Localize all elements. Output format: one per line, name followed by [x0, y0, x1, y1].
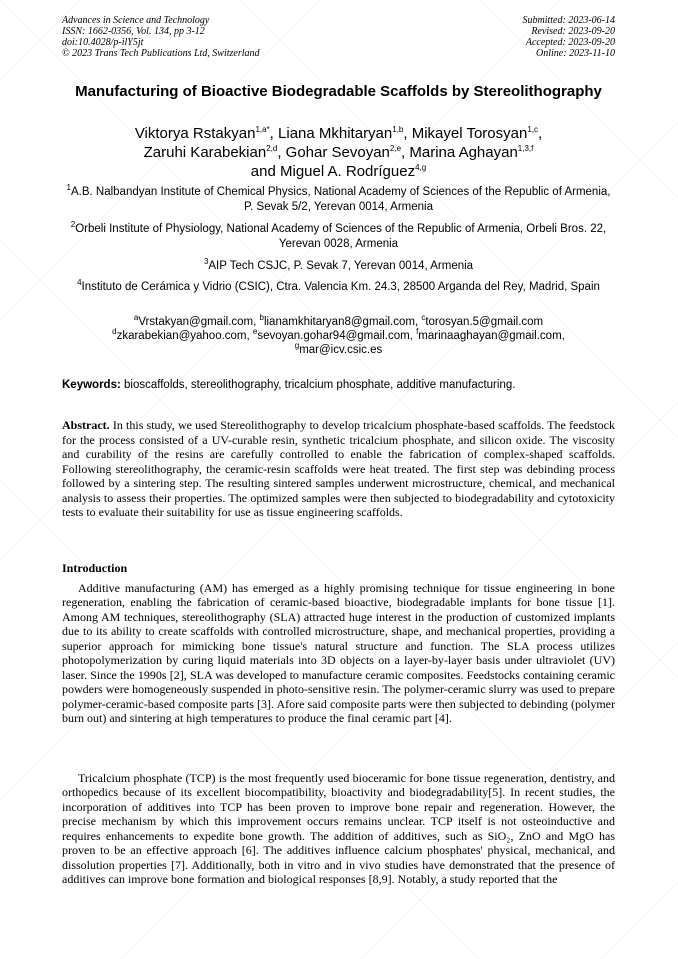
- keywords-label: Keywords:: [62, 379, 121, 391]
- affiliation: $^2$Orbeli Institute of Physiology, National Academy of Sciences of the Republic of Armenia, Orbeli Bros. 22, Yerevan 0028, Armenia: [70, 220, 607, 250]
- paper-title: Manufacturing of Bioactive Biodegradable Scaffolds by Stereolithography: [75, 83, 602, 100]
- revised-date: Revised: 2023-09-20: [531, 26, 615, 37]
- publication-dates: [523, 15, 616, 59]
- online-date: Online: 2023-11-10: [536, 48, 615, 59]
- submitted-date: Submitted: 2023-06-14: [522, 15, 615, 26]
- section-heading-introduction: Introduction: [62, 561, 128, 575]
- doi-link[interactable]: doi:10.4028/p-ilY5jt: [62, 37, 144, 48]
- copyright-line: © 2023 Trans Tech Publications Ltd, Switzerland: [62, 48, 260, 59]
- body-paragraph: Additive manufacturing (AM) has emerged as a highly promising technique for tissue engineering in bone regeneration, enabling the fabrication of ceramic-based bioactive, biodegradable implants for bone tissue [1]. Among AM techniques, stereolithography (SLA) attracted huge interest in the production of customized implants due to its ability to create scaffolds with controlled microstructure, shape, and mechanical properties, providing a superior approach for mimicking bone tissue's natural structure and function. The SLA process utilizes photopolymerization by curing liquid materials into 3D objects on a layer-by-layer basis under ultraviolet (UV) laser. Since the 1990s [2], SLA was developed to manufacture ceramic composites. Feedstocks containing ceramic powders were homogeneously suspended in photo-sensitive resin. The polymer-ceramic slurry was used to prepare polymer-ceramic-based composite parts [3]. Afore said composite parts were then subjected to debinding (polymer burn out) and sintering at high temperatures to produce the final ceramic part [4].: [62, 581, 615, 726]
- accepted-date: Accepted: 2023-09-20: [525, 37, 615, 48]
- email-link[interactable]: $^f$marinaaghayan@gmail.com: [416, 327, 562, 342]
- journal-name: Advances in Science and Technology: [62, 15, 210, 26]
- keywords: [62, 378, 615, 392]
- keywords-text: bioscaffolds, stereolithography, tricalcium phosphate, additive manufacturing.: [124, 379, 516, 391]
- affiliation: $^1$A.B. Nalbandyan Institute of Chemical Physics, National Academy of Sciences of the Republic of Armenia, P. Sevak 5/2, Yerevan 0014, Armenia: [66, 183, 611, 213]
- abstract-text: In this study, we used Stereolithography to develop tricalcium phosphate-based scaffolds. The feedstock for the process consisted of a UV-curable resin, synthetic tricalcium phosphate, and silicon oxide. The viscosity and curability of the resins are carefully controlled to enable the fabrication of complex-shaped scaffolds. Following stereolithography, the ceramic-resin scaffolds were heat treated. The first step was debinding process followed by a sintering step. The resulting sintered samples underwent microstructure, chemical, and mechanical analysis to assess their properties. The optimized samples were then subjected to biodegradability and cytotoxicity tests to evaluate their suitability for use as tissue engineering scaffolds.: [62, 418, 615, 519]
- author: Gohar Sevoyan$^{2,e}$: [285, 144, 402, 161]
- email-link[interactable]: $^a$Vrstakyan@gmail.com: [133, 313, 254, 328]
- author: Liana Mkhitaryan$^{1,b}$: [278, 125, 404, 142]
- body-paragraph: Tricalcium phosphate (TCP) is the most frequently used bioceramic for bone tissue regeneration, dentistry, and orthopedics because of its excellent biocompatibility, bioactivity and biodegradability[5]. In recent studies, the incorporation of additives into TCP has been proven to improve bone repair and regeneration. However, the precise mechanism by which this improvement occurs remains unclear. TCP itself is not osteoinductive and requires enhancements to expedite bone growth. The addition of additives, such as SiO₂, ZnO and MgO has proven to be an effective approach [6]. The additives influence calcium phosphates' physical, mechanical, and dissolution properties [7]. Additionally, both in vitro and in vivo studies have demonstrated that the presence of additives can improve bone formation and biological responses [8,9]. Notably, a study reported that the: [62, 771, 615, 887]
- author-list: Viktorya Rstakyan$^{1,a*}$, Liana Mkhitaryan$^{1,b}$, Mikayel Torosyan$^{1,c}$, Zaruhi Karabekian$^{2,d}$, Gohar Sevoyan$^{2,e}$, Marina Aghayan$^{1,3,f}$ and Miguel A. Rodríguez$^{4,g}$: [134, 125, 543, 180]
- author: Miguel A. Rodríguez$^{4,g}$: [280, 163, 427, 180]
- email-link[interactable]: $^g$mar@icv.csic.es: [294, 341, 383, 356]
- journal-info: [62, 15, 260, 59]
- author: Mikayel Torosyan$^{1,c}$: [411, 125, 538, 142]
- author: Viktorya Rstakyan$^{1,a*}$: [134, 125, 270, 142]
- email-link[interactable]: $^d$zkarabekian@yahoo.com: [112, 327, 247, 342]
- email-link[interactable]: $^c$torosyan.5@gmail.com: [421, 313, 544, 328]
- affiliation: $^4$Instituto de Cerámica y Vidrio (CSIC), Ctra. Valencia Km. 24.3, 28500 Arganda del Rey, Madrid, Spain: [77, 278, 600, 293]
- author: Marina Aghayan$^{1,3,f}$: [409, 144, 534, 161]
- affiliation: $^3$AIP Tech CSJC, P. Sevak 7, Yerevan 0014, Armenia: [203, 257, 474, 272]
- email-list: $^a$Vrstakyan@gmail.com, $^b$lianamkhitaryan8@gmail.com, $^c$torosyan.5@gmail.com $^d$zkarabekian@yahoo.com, $^e$sevoyan.gohar94@gmail.com, $^f$marinaaghayan@gmail.com, $^g$mar@icv.csic.es: [112, 313, 565, 356]
- email-link[interactable]: $^e$sevoyan.gohar94@gmail.com: [252, 327, 410, 342]
- email-link[interactable]: $^b$lianamkhitaryan8@gmail.com: [259, 313, 415, 328]
- issn-line: ISSN: 1662-0356, Vol. 134, pp 3-12: [62, 26, 205, 37]
- author: Zaruhi Karabekian$^{2,d}$: [143, 144, 278, 161]
- abstract-label: Abstract.: [62, 418, 110, 432]
- abstract: [62, 418, 615, 520]
